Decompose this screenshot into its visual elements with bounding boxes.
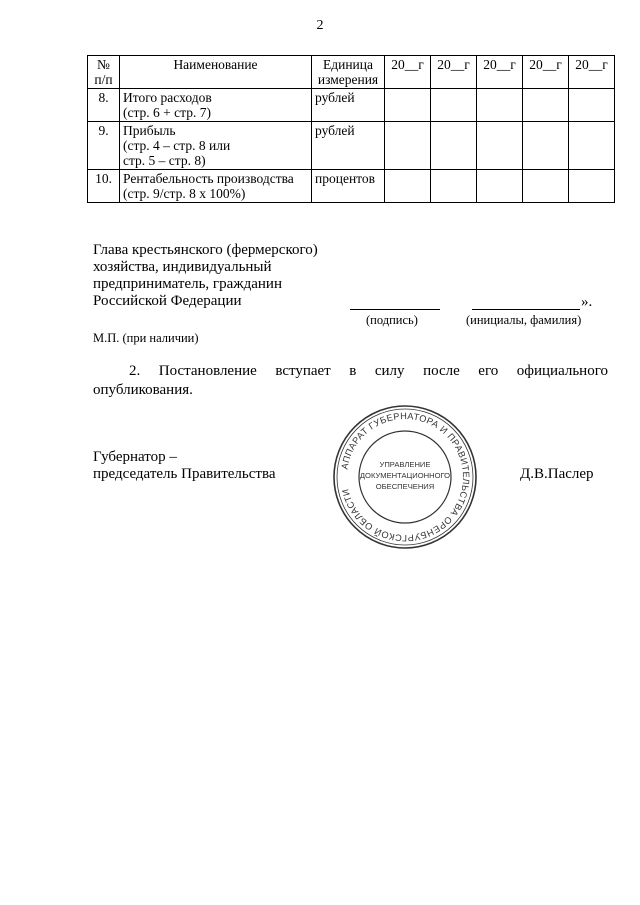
signature-caption: (подпись) [366, 313, 418, 327]
table-row [88, 89, 615, 122]
governor-name: Д.В.Паслер [520, 466, 594, 482]
header-year-4: 20__г [523, 56, 569, 89]
signature-line [350, 309, 440, 310]
header-name: Наименование [120, 56, 312, 89]
cell-empty [569, 170, 615, 203]
row-num: 9. [88, 122, 120, 170]
cell-empty [569, 122, 615, 170]
row-name: Итого расходов (стр. 6 + стр. 7) [120, 89, 312, 122]
cell-empty [477, 122, 523, 170]
cell-empty [523, 170, 569, 203]
svg-text:ОБЕСПЕЧЕНИЯ: ОБЕСПЕЧЕНИЯ [375, 482, 435, 491]
initials-line [472, 309, 580, 310]
cell-empty [477, 89, 523, 122]
table-header-row [88, 56, 615, 89]
row-name: Прибыль (стр. 4 – стр. 8 или стр. 5 – стр. 8) [120, 122, 312, 170]
closing-quote: ». [581, 294, 593, 310]
cell-empty [477, 170, 523, 203]
initials-caption: (инициалы, фамилия) [466, 313, 582, 327]
table-row [88, 122, 615, 170]
header-year-1: 20__г [385, 56, 431, 89]
page-number: 2 [316, 18, 324, 33]
official-stamp [330, 402, 480, 552]
row-num: 8. [88, 89, 120, 122]
header-unit: Единица измерения [312, 56, 385, 89]
finance-table [87, 55, 615, 203]
cell-empty [385, 170, 431, 203]
row-num: 10. [88, 170, 120, 203]
svg-text:АППАРАТ ГУБЕРНАТОРА И ПРАВИТЕЛ: АППАРАТ ГУБЕРНАТОРА И ПРАВИТЕЛЬСТВА ОРЕНБУРГСКОЙ ОБЛАСТИ [339, 410, 472, 544]
seal-note: М.П. (при наличии) [93, 331, 199, 345]
header-year-2: 20__г [431, 56, 477, 89]
cell-empty [431, 170, 477, 203]
stamp-seal-icon [330, 402, 480, 552]
svg-text:УПРАВЛЕНИЕ: УПРАВЛЕНИЕ [379, 460, 431, 469]
row-name: Рентабельность производства (стр. 9/стр. 8 х 100%) [120, 170, 312, 203]
cell-empty [431, 122, 477, 170]
effective-paragraph: 2. Постановление вступает в силу после его официального опубликования. [93, 363, 608, 398]
cell-empty [569, 89, 615, 122]
header-num: № п/п [88, 56, 120, 89]
row-unit: процентов [312, 170, 385, 203]
row-unit: рублей [312, 89, 385, 122]
table-row [88, 170, 615, 203]
cell-empty [523, 122, 569, 170]
governor-title: Губернатор – председатель Правительства [93, 449, 276, 482]
header-year-3: 20__г [477, 56, 523, 89]
cell-empty [385, 89, 431, 122]
svg-text:ДОКУМЕНТАЦИОННОГО: ДОКУМЕНТАЦИОННОГО [359, 471, 451, 480]
head-title: Глава крестьянского (фермерского) хозяйства, индивидуальный предприниматель, гражданин Российской Федерации [93, 242, 318, 309]
cell-empty [523, 89, 569, 122]
header-year-5: 20__г [569, 56, 615, 89]
cell-empty [431, 89, 477, 122]
row-unit: рублей [312, 122, 385, 170]
cell-empty [385, 122, 431, 170]
